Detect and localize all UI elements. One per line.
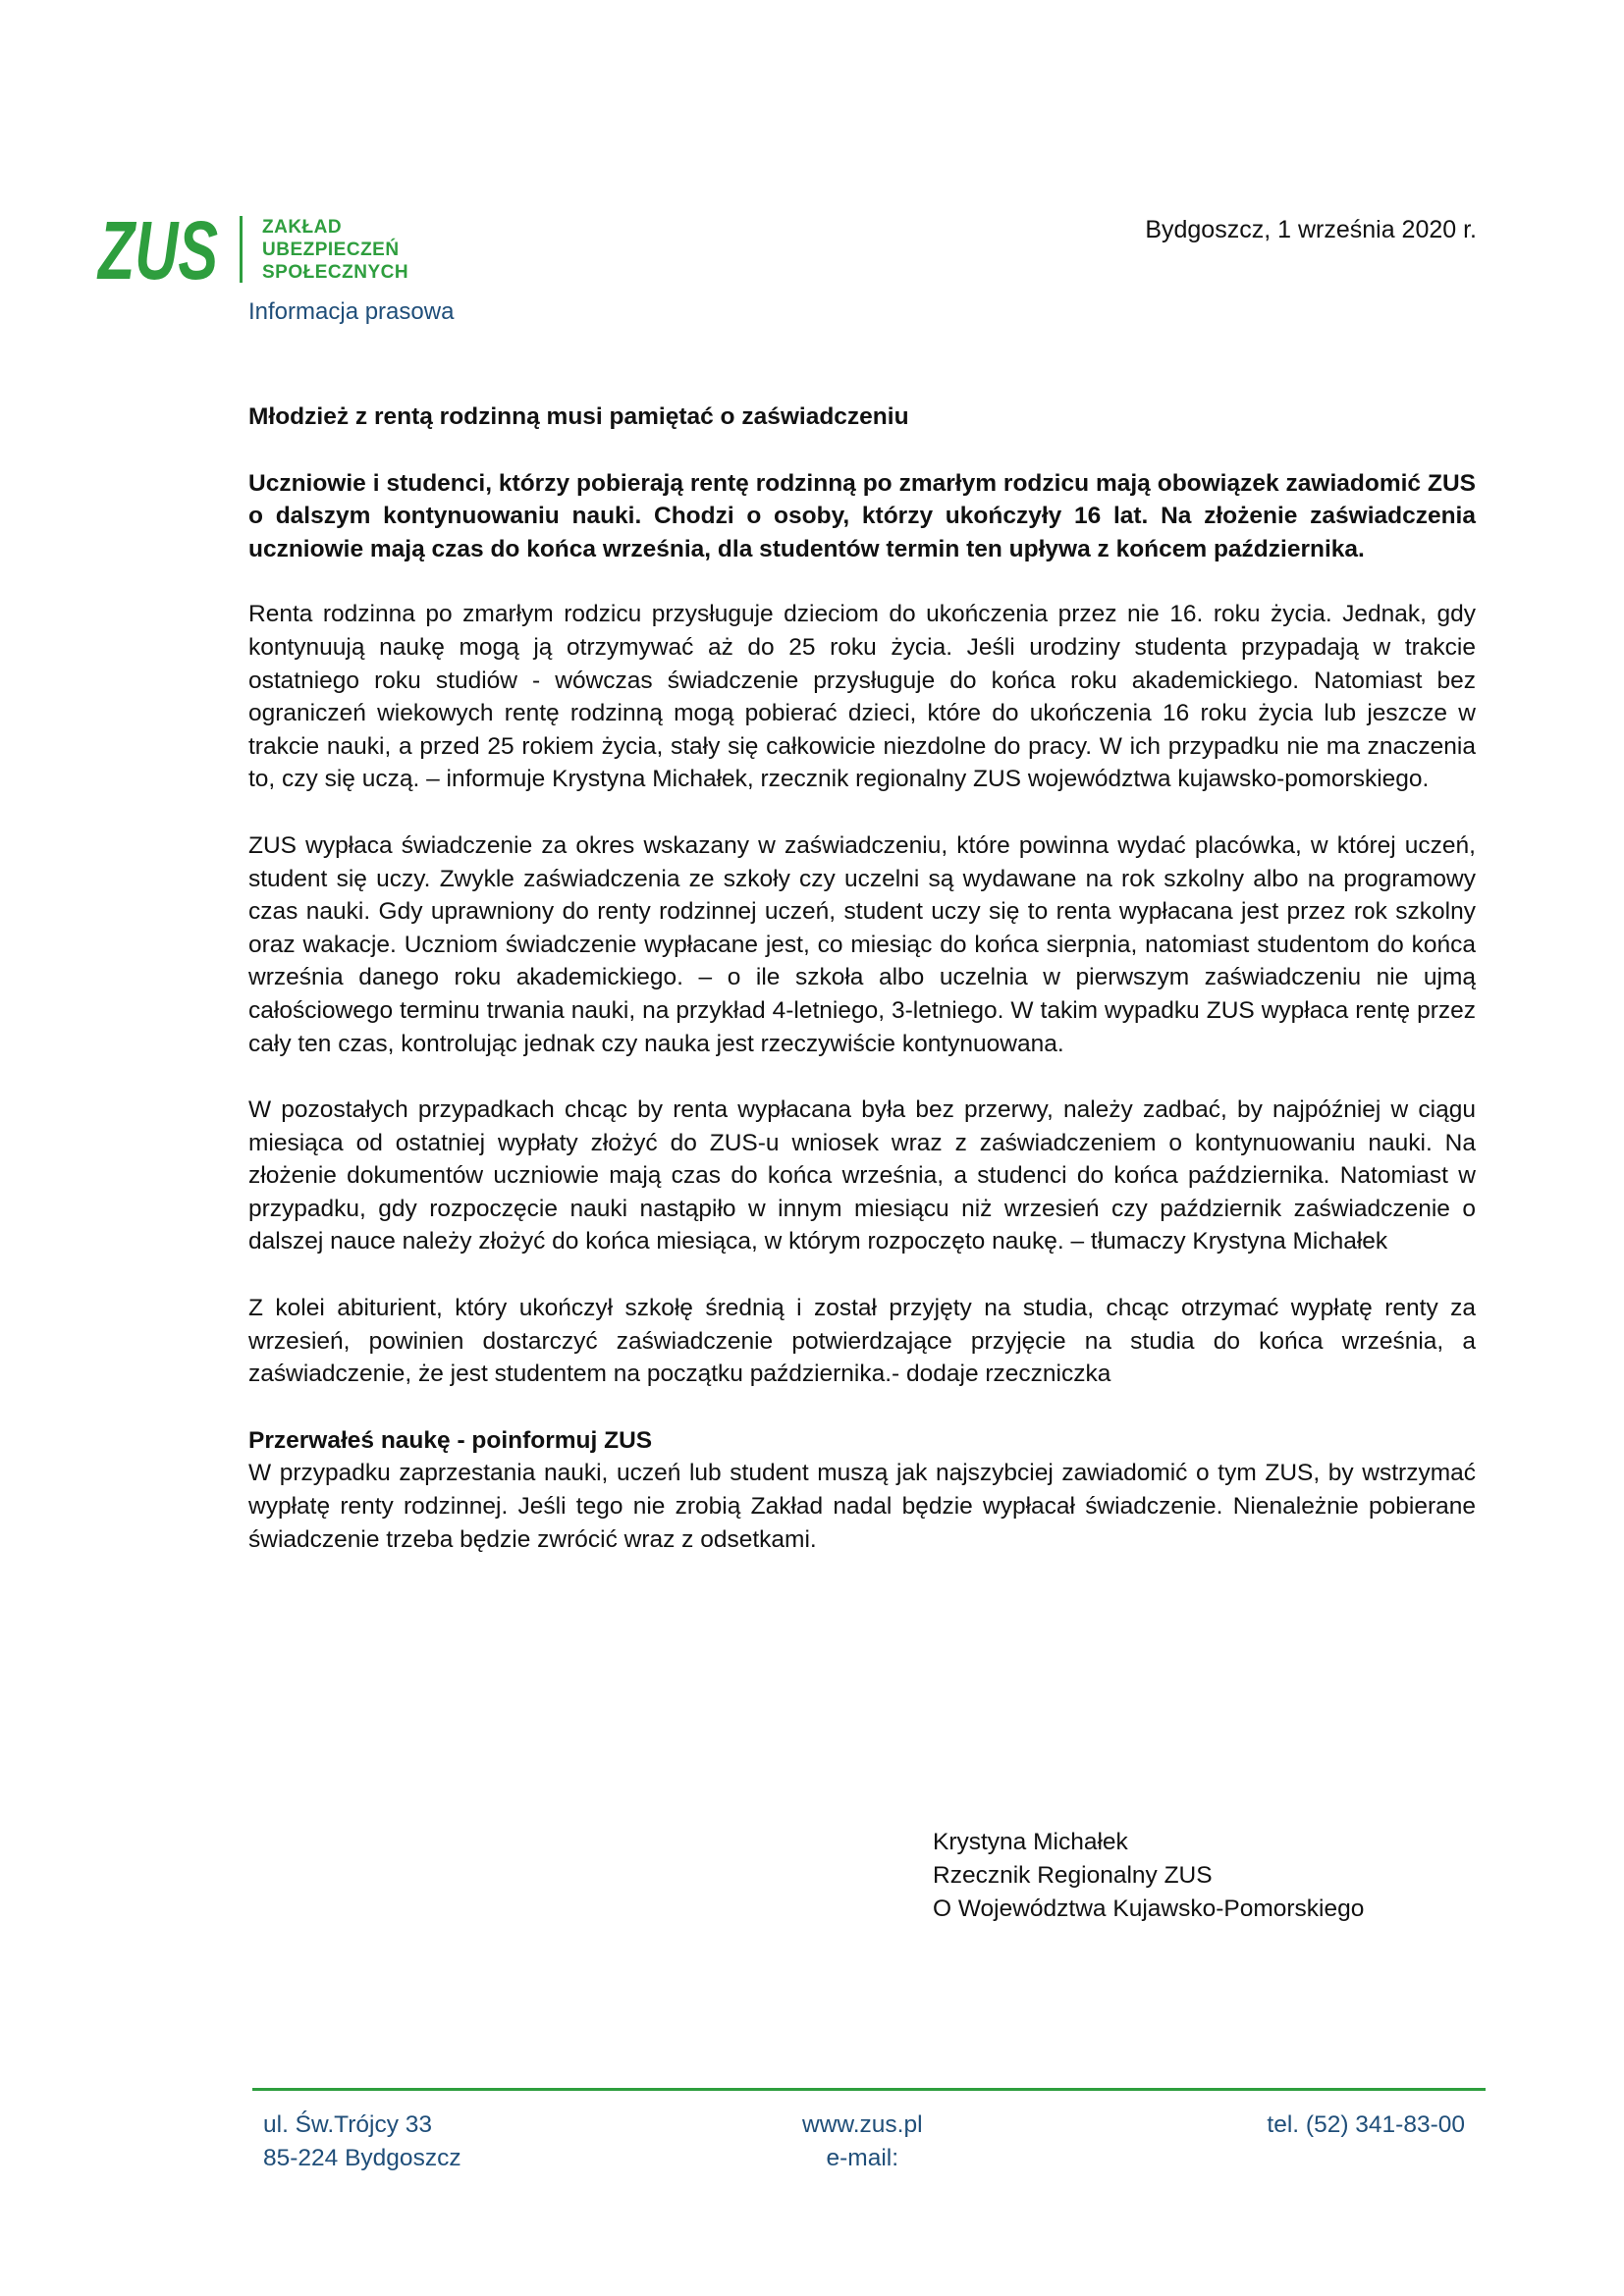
footer-web <box>802 2109 923 2175</box>
article-body <box>248 400 1476 1556</box>
footer-city: 85-224 Bydgoszcz <box>263 2145 461 2171</box>
footer-website-link[interactable]: www.zus.pl <box>802 2111 923 2138</box>
signature-block <box>933 1826 1364 1926</box>
footer-phone: tel. (52) 341-83-00 <box>1267 2111 1465 2138</box>
document-date: Bydgoszcz, 1 września 2020 r. <box>1145 216 1477 243</box>
zus-logo-letters: ZUS <box>96 204 218 296</box>
section-subheading: Przerwałeś naukę - poinformuj ZUS <box>248 1426 653 1454</box>
logo-wordmark <box>262 216 408 284</box>
logo-line-2: UBEZPIECZEŃ <box>262 240 400 260</box>
logo-divider <box>240 216 243 283</box>
signature-region: O Województwa Kujawsko-Pomorskiego <box>933 1896 1365 1922</box>
footer-divider <box>252 2088 1486 2091</box>
paragraph-2: ZUS wypłaca świadczenie za okres wskazany w zaświadczeniu, które powinna wydać placówka, w której uczeń, student się uczy. Zwykle zaświadczenia ze szkoły czy uczelni są wydawane na rok szkolny albo na programowy czas nauki. Gdy uprawniony do renty rodzinnej uczeń, student uczy się to renta wypłacana jest przez rok szkolny oraz wakacje. Uczniom świadczenie wypłacane jest, co miesiąc do końca sierpnia, natomiast studentom do końca września danego roku akademickiego. – o ile szkoła albo uczelnia w pierwszym zaświadczeniu nie ujmą całościowego terminu trwania nauki, na przykład 4-letniego, 3-letniego. W takim wypadku ZUS wypłaca rentę przez cały ten czas, kontrolując jednak czy nauka jest rzeczywiście kontynuowana. <box>248 831 1476 1057</box>
signature-name: Krystyna Michałek <box>933 1829 1128 1855</box>
paragraph-1: Renta rodzinna po zmarłym rodzicu przysługuje dzieciom do ukończenia przez nie 16. roku życia. Jednak, gdy kontynuują naukę mogą ją otrzymywać aż do 25 roku życia. Jeśli urodziny studenta przypadają w trakcie ostatniego roku studiów - wówczas świadczenie przysługuje do końca roku akademickiego. Natomiast bez ograniczeń wiekowych rentę rodzinną mogą pobierać dzieci, które do ukończenia 16 roku życia lub jeszcze w trakcie nauki, a przed 25 rokiem życia, stały się całkowicie niezdolne do pracy. W ich przypadku nie ma znaczenia to, czy się uczą. – informuje Krystyna Michałek, rzecznik regionalny ZUS województwa kujawsko-pomorskiego. <box>248 601 1476 793</box>
zus-logo <box>96 204 409 296</box>
signature-role: Rzecznik Regionalny ZUS <box>933 1862 1213 1889</box>
paragraph-3: W pozostałych przypadkach chcąc by renta wypłacana była bez przerwy, należy zadbać, by najpóźniej w ciągu miesiąca od ostatniej wypłaty złożyć do ZUS-u wniosek wraz z zaświadczeniem o kontynuowaniu nauki. Na złożenie dokumentów uczniowie mają czas do końca września, a studenci do końca października. Natomiast w przypadku, gdy rozpoczęcie nauki nastąpiło w innym miesiącu niż wrzesień czy październik zaświadczenie o dalszej nauce należy złożyć do końca miesiąca, w którym rozpoczęto naukę. – tłumaczy Krystyna Michałek <box>248 1096 1476 1255</box>
footer-street: ul. Św.Trójcy 33 <box>263 2111 433 2138</box>
paragraph-4: Z kolei abiturient, który ukończył szkołę średnią i został przyjęty na studia, chcąc otrzymać wypłatę renty za wrzesień, powinien dostarczyć zaświadczenie potwierdzające przyjęcie na studia do końca września, a zaświadczenie, że jest studentem na początku października.- dodaje rzeczniczka <box>248 1295 1476 1388</box>
press-release-label: Informacja prasowa <box>248 298 455 325</box>
footer-contact <box>1267 2109 1465 2142</box>
footer-address <box>263 2109 461 2175</box>
final-paragraph: W przypadku zaprzestania nauki, uczeń lub student muszą jak najszybciej zawiadomić o tym ZUS, by wstrzymać wypłatę renty rodzinnej. Jeśli tego nie zrobią Zakład nadal będzie wypłacał świadczenie. Nienależnie pobierane świadczenie trzeba będzie zwrócić wraz z odsetkami. <box>248 1460 1476 1553</box>
logo-line-1: ZAKŁAD <box>262 217 343 238</box>
article-title: Młodzież z rentą rodzinną musi pamiętać o zaświadczeniu <box>248 403 909 430</box>
article-lead: Uczniowie i studenci, którzy pobierają rentę rodzinną po zmarłym rodzicu mają obowiązek zawiadomić ZUS o dalszym kontynuowaniu nauki. Chodzi o osoby, którzy ukończyły 16 lat. Na złożenie zaświadczenia uczniowie mają czas do końca września, dla studentów termin ten upływa z końcem października. <box>248 469 1476 562</box>
footer-email: e-mail: <box>826 2145 899 2171</box>
zus-logo-mark <box>96 204 220 296</box>
logo-line-3: SPOŁECZNYCH <box>262 262 409 283</box>
